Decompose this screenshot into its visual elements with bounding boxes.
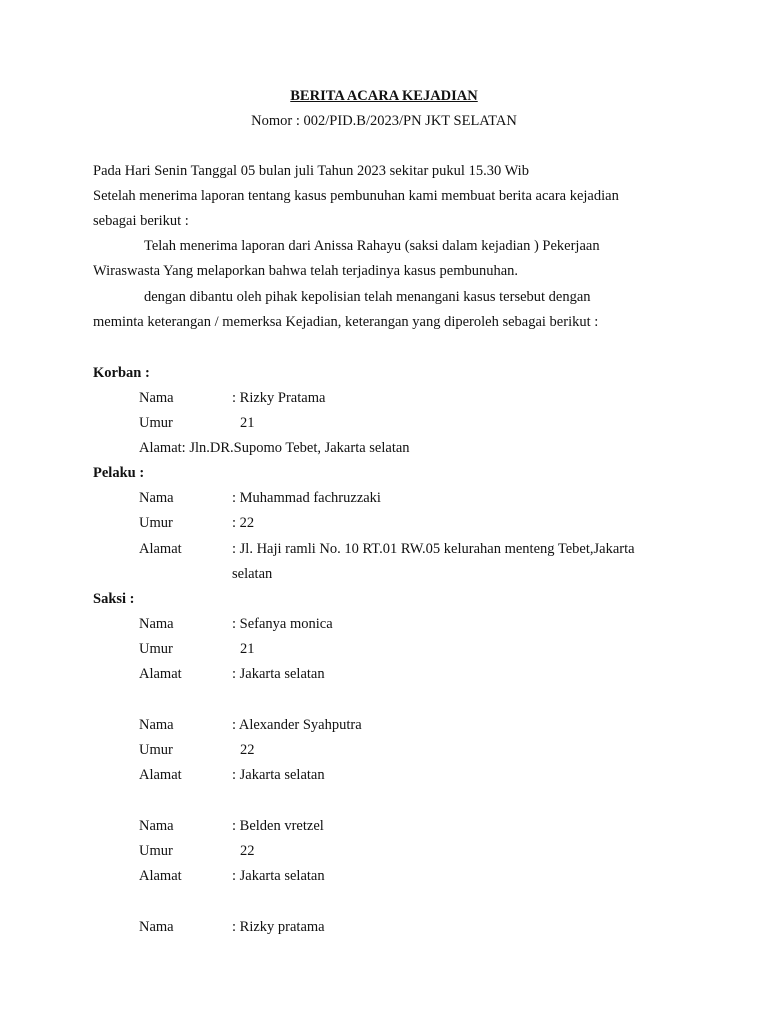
saksi-4-nama-value: : Rizky pratama bbox=[232, 919, 325, 935]
saksi-1-nama-label: Nama bbox=[139, 616, 174, 632]
pelaku-alamat-value-cont: selatan bbox=[232, 566, 273, 582]
saksi-2-nama-value: : Alexander Syahputra bbox=[232, 717, 362, 733]
pelaku-alamat-label: Alamat bbox=[139, 541, 182, 557]
saksi-2-alamat-value: : Jakarta selatan bbox=[232, 767, 325, 783]
pelaku-umur-label: Umur bbox=[139, 515, 173, 531]
intro-line-5: Wiraswasta Yang melaporkan bahwa telah terjadinya kasus pembunuhan. bbox=[93, 263, 519, 279]
saksi-2-umur-value: 22 bbox=[240, 742, 255, 758]
saksi-1-alamat-value: : Jakarta selatan bbox=[232, 666, 325, 682]
korban-nama-value: : Rizky Pratama bbox=[232, 390, 326, 406]
saksi-2-nama-label: Nama bbox=[139, 717, 174, 733]
intro-line-1: Pada Hari Senin Tanggal 05 bulan juli Tahun 2023 sekitar pukul 15.30 Wib bbox=[93, 163, 529, 179]
pelaku-alamat-value: : Jl. Haji ramli No. 10 RT.01 RW.05 kelurahan menteng Tebet,Jakarta bbox=[232, 541, 635, 557]
saksi-2-umur-label: Umur bbox=[139, 742, 173, 758]
korban-nama-label: Nama bbox=[139, 390, 174, 406]
korban-alamat: Alamat: Jln.DR.Supomo Tebet, Jakarta selatan bbox=[139, 440, 410, 456]
document-title: BERITA ACARA KEJADIAN bbox=[290, 88, 478, 104]
saksi-3-umur-value: 22 bbox=[240, 843, 255, 859]
saksi-1-umur-value: 21 bbox=[240, 641, 255, 657]
saksi-3-nama-label: Nama bbox=[139, 818, 174, 834]
saksi-3-nama-value: : Belden vretzel bbox=[232, 818, 324, 834]
intro-line-7: meminta keterangan / memerksa Kejadian, keterangan yang diperoleh sebagai berikut : bbox=[93, 314, 599, 330]
intro-line-4: Telah menerima laporan dari Anissa Rahayu (saksi dalam kejadian ) Pekerjaan bbox=[144, 238, 600, 254]
saksi-3-alamat-label: Alamat bbox=[139, 868, 182, 884]
korban-umur-label: Umur bbox=[139, 415, 173, 431]
pelaku-heading: Pelaku : bbox=[93, 465, 145, 481]
intro-line-2: Setelah menerima laporan tentang kasus pembunuhan kami membuat berita acara kejadian bbox=[93, 188, 619, 204]
saksi-3-umur-label: Umur bbox=[139, 843, 173, 859]
saksi-3-alamat-value: : Jakarta selatan bbox=[232, 868, 325, 884]
saksi-1-alamat-label: Alamat bbox=[139, 666, 182, 682]
korban-umur-value: 21 bbox=[240, 415, 255, 431]
saksi-4-nama-label: Nama bbox=[139, 919, 174, 935]
pelaku-umur-value: : 22 bbox=[232, 515, 255, 531]
document-number: Nomor : 002/PID.B/2023/PN JKT SELATAN bbox=[251, 113, 517, 129]
saksi-heading: Saksi : bbox=[93, 591, 135, 607]
saksi-2-alamat-label: Alamat bbox=[139, 767, 182, 783]
saksi-1-nama-value: : Sefanya monica bbox=[232, 616, 333, 632]
intro-line-6: dengan dibantu oleh pihak kepolisian telah menangani kasus tersebut dengan bbox=[144, 289, 591, 305]
saksi-1-umur-label: Umur bbox=[139, 641, 173, 657]
korban-heading: Korban : bbox=[93, 365, 150, 381]
intro-line-3: sebagai berikut : bbox=[93, 213, 189, 229]
pelaku-nama-label: Nama bbox=[139, 490, 174, 506]
pelaku-nama-value: : Muhammad fachruzzaki bbox=[232, 490, 381, 506]
